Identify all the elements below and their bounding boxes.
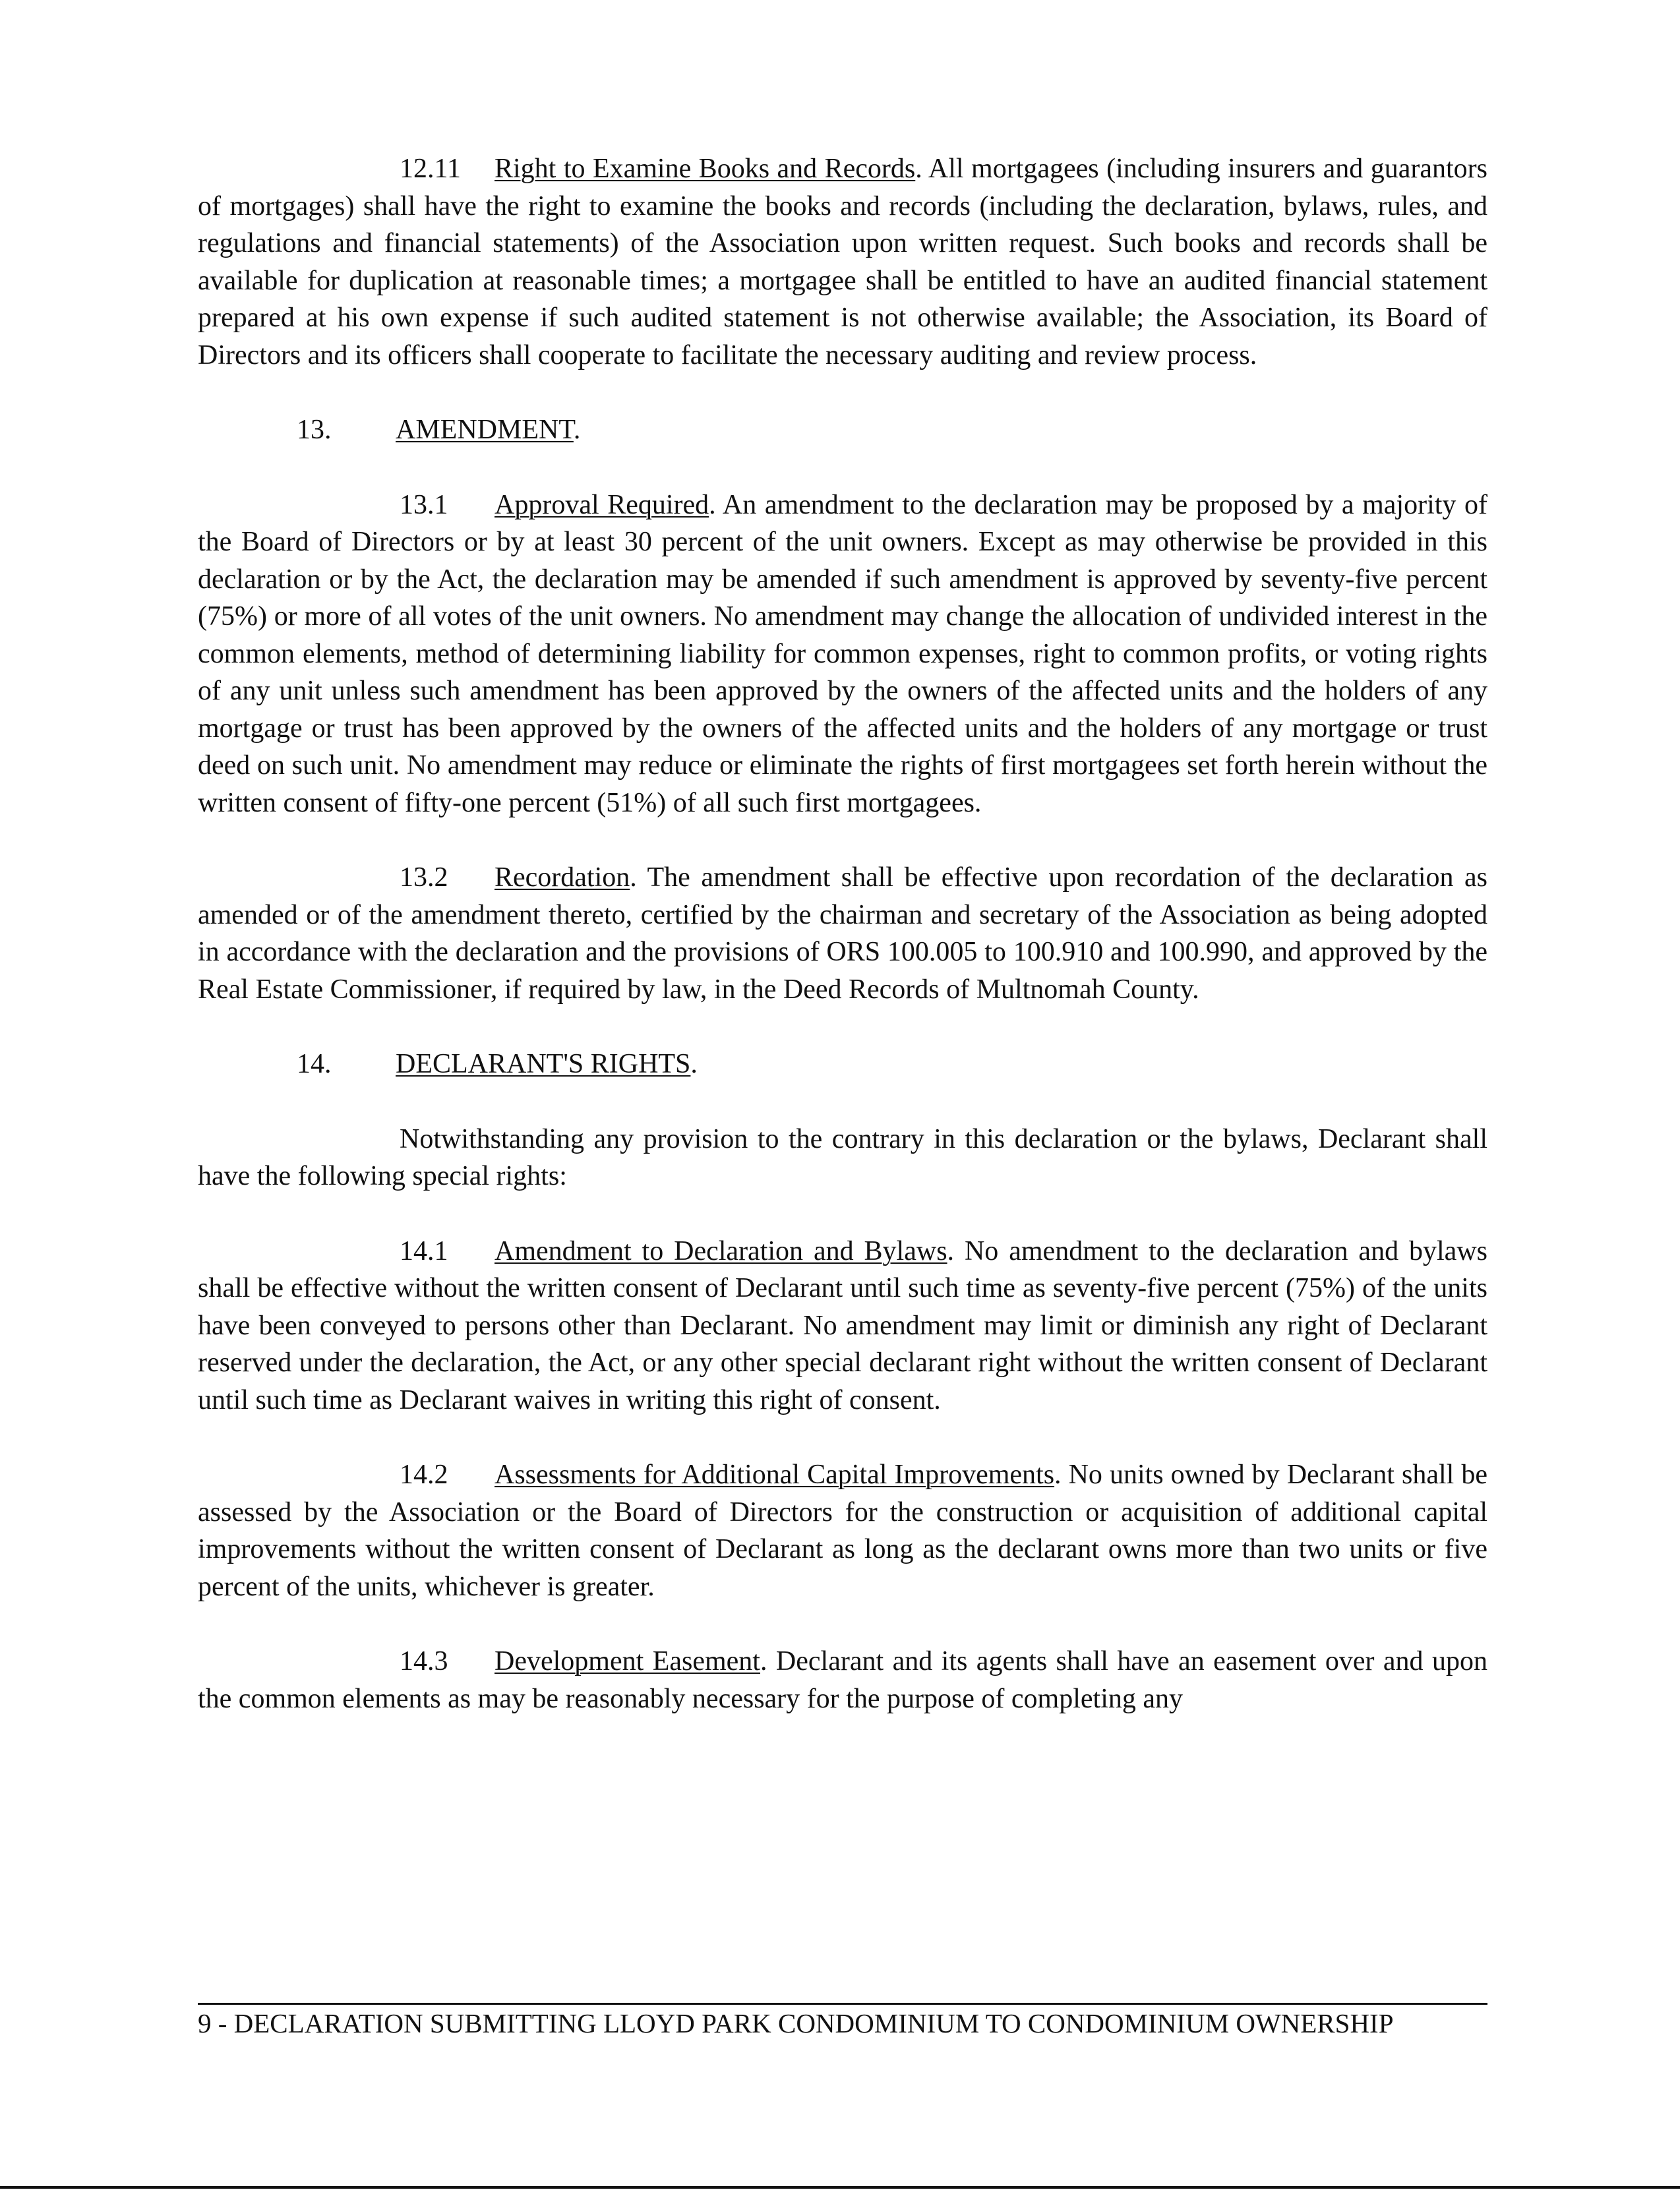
- section-14-3: [198, 1643, 1487, 1717]
- section-number: 13.2: [400, 862, 448, 893]
- bottom-edge-rule: [0, 2186, 1680, 2189]
- section-title: Assessments for Additional Capital Improvements: [495, 1460, 1055, 1490]
- page-footer: 9 - DECLARATION SUBMITTING LLOYD PARK CONDOMINIUM TO CONDOMINIUM OWNERSHIP: [198, 2003, 1487, 2040]
- heading-14: [297, 1046, 1487, 1083]
- section-body: . No units owned by Declarant shall be assessed by the Association or the Board of Directors for the construction or acquisition of additional capital improvements without the written consent of Declarant as long as the declarant owns more than two units or five percent of the units, whichever is greater.: [198, 1460, 1487, 1602]
- section-13-1: [198, 487, 1487, 822]
- section-body: . The amendment shall be effective upon recordation of the declaration as amended or of the amendment thereto, certified by the chairman and secretary of the Association as being adopted in accordance with the declaration and the provisions of ORS 100.005 to 100.910 and 100.990, and approved by the Real Estate Commissioner, if required by law, in the Deed Records of Multnomah County.: [198, 862, 1487, 1005]
- section-body: . An amendment to the declaration may be proposed by a majority of the Board of Directors or by at least 30 percent of the unit owners. Except as may otherwise be provided in this declaration or by the Act, the declaration may be amended if such amendment is approved by seventy-five percent (75%) or more of all votes of the unit owners. No amendment may change the allocation of undivided interest in the common elements, method of determining liability for common expenses, right to common profits, or voting rights of any unit unless such amendment has been approved by the owners of the affected units and the holders of any mortgage or trust has been approved by the owners of the affected units and the holders of any mortgage or trust deed on such unit. No amendment may reduce or eliminate the rights of first mortgagees set forth herein without the written consent of fifty-one percent (51%) of all such first mortgagees.: [198, 489, 1487, 818]
- section-title: Development Easement: [495, 1646, 760, 1676]
- heading-number: 13.: [297, 415, 332, 445]
- section-number: 14.3: [400, 1646, 448, 1676]
- section-body: . No amendment to the declaration and bylaws shall be effective without the written consent of Declarant until such time as seventy-five percent (75%) of the units have been conveyed to persons other than Declarant. No amendment may limit or diminish any right of Declarant reserved under the declaration, the Act, or any other special declarant right without the written consent of Declarant until such time as Declarant waives in writing this right of consent.: [198, 1235, 1487, 1415]
- section-title: Recordation: [495, 862, 630, 893]
- section-14-1: [198, 1233, 1487, 1419]
- section-title: Amendment to Declaration and Bylaws: [495, 1235, 947, 1266]
- document-page: [198, 150, 1487, 1717]
- section-number: 13.1: [400, 489, 448, 520]
- heading-suffix: .: [573, 415, 581, 445]
- section-12-11: [198, 150, 1487, 374]
- section-body: . Declarant and its agents shall have an easement over and upon the common elements as may be reasonably necessary for the purpose of completing any: [198, 1646, 1487, 1714]
- heading-13: [297, 411, 1487, 449]
- section-number: 12.11: [400, 154, 461, 184]
- section-body: . All mortgagees (including insurers and guarantors of mortgages) shall have the right to examine the books and records (including the declaration, bylaws, rules, and regulations and financial statements) of the Association upon written request. Such books and records shall be available for duplication at reasonable times; a mortgagee shall be entitled to have an audited financial statement prepared at his own expense if such audited statement is not otherwise available; the Association, its Board of Directors and its officers shall cooperate to facilitate the necessary auditing and review process.: [198, 154, 1487, 371]
- intro-14: Notwithstanding any provision to the contrary in this declaration or the bylaws, Declarant shall have the following special rights:: [198, 1123, 1487, 1191]
- section-14-2: [198, 1456, 1487, 1605]
- heading-number: 14.: [297, 1049, 332, 1079]
- section-title: Right to Examine Books and Records: [495, 154, 916, 184]
- section-number: 14.2: [400, 1460, 448, 1490]
- section-13-2: [198, 859, 1487, 1008]
- heading-title: AMENDMENT: [396, 415, 574, 445]
- heading-title: DECLARANT'S RIGHTS: [396, 1049, 691, 1079]
- heading-suffix: .: [690, 1049, 698, 1079]
- section-number: 14.1: [400, 1235, 448, 1266]
- section-title: Approval Required: [495, 489, 709, 520]
